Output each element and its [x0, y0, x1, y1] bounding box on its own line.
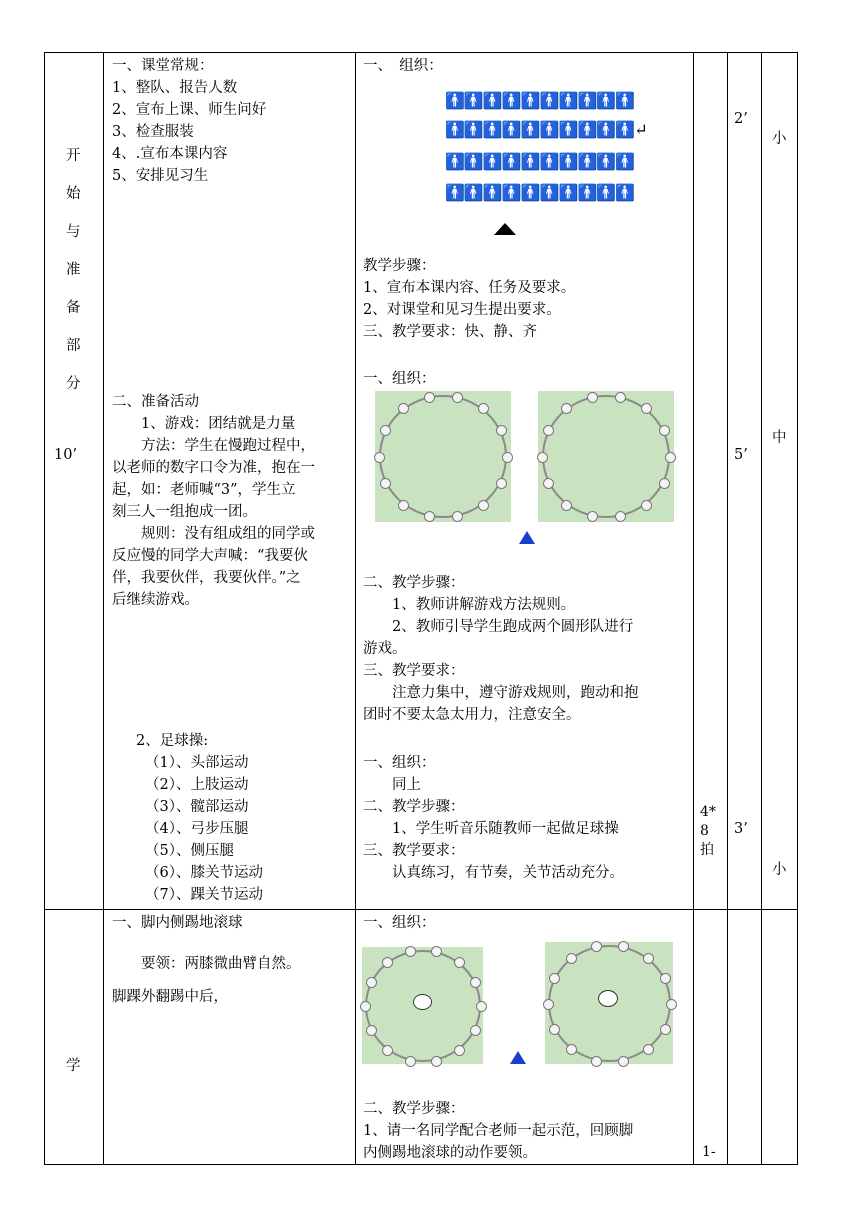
time-value: 2’ — [734, 111, 748, 127]
student-face-icon — [591, 941, 602, 952]
list-item: 后继续游戏。 — [112, 592, 199, 608]
student-face-icon — [543, 999, 554, 1010]
list-item: （2）、上肢运动 — [145, 777, 249, 793]
student-face-icon — [431, 946, 442, 957]
student-face-icon — [660, 973, 671, 984]
student-face-icon — [431, 1056, 442, 1067]
list-item: （5）、侧压腿 — [145, 843, 234, 859]
student-face-icon — [382, 957, 393, 968]
list-item: 1、学生听音乐随教师一起做足球操 — [363, 821, 619, 837]
student-row: 🚹🚹🚹🚹🚹🚹🚹🚹🚹🚹 — [445, 91, 635, 110]
list-item: 内侧踢地滚球的动作要领。 — [363, 1145, 537, 1161]
table-border-top — [44, 52, 798, 53]
student-face-icon — [659, 425, 670, 436]
student-face-icon — [454, 957, 465, 968]
teacher-marker-icon — [494, 223, 516, 235]
list-item: （1）、头部运动 — [145, 755, 249, 771]
student-face-icon — [478, 500, 489, 511]
football-drill-title: 2、足球操: — [136, 733, 209, 749]
teaching-steps-2 — [363, 572, 639, 726]
list-item: 二、教学步骤： — [363, 575, 465, 591]
student-face-icon — [587, 392, 598, 403]
teaching-steps-4 — [363, 1098, 633, 1164]
student-face-icon — [618, 941, 629, 952]
count-text: 8 — [700, 823, 709, 839]
label-char: 部 — [66, 338, 81, 354]
student-face-icon — [382, 1045, 393, 1056]
student-face-icon — [452, 511, 463, 522]
list-item: 2、宣布上课、师生问好 — [112, 102, 267, 118]
circle-formation-diagram — [375, 391, 511, 522]
list-item: 游戏。 — [363, 641, 407, 657]
label-char: 备 — [66, 300, 81, 316]
student-face-icon — [496, 478, 507, 489]
circle-formation-diagram — [538, 391, 674, 522]
student-face-icon — [537, 452, 548, 463]
student-face-icon — [643, 953, 654, 964]
student-face-icon — [566, 1044, 577, 1055]
row-divider — [44, 909, 798, 910]
intensity-value: 小 — [772, 862, 787, 878]
intensity-value: 中 — [772, 430, 787, 446]
list-item: 二、准备活动 — [112, 394, 199, 410]
student-face-icon — [543, 478, 554, 489]
student-face-icon — [424, 392, 435, 403]
student-face-icon — [502, 452, 513, 463]
student-face-icon — [543, 425, 554, 436]
list-item: 反应慢的同学大声喊：“我要伙 — [112, 548, 308, 564]
list-item: 方法：学生在慢跑过程中， — [112, 438, 315, 454]
student-face-icon — [424, 511, 435, 522]
skill-point: 脚踝外翻踢中后， — [112, 989, 228, 1005]
section2-label: 学 — [66, 1058, 81, 1074]
repetition-count: 1- — [702, 1144, 716, 1160]
list-item: 刻三人一组抱成一团。 — [112, 504, 257, 520]
list-item: 5、安排见习生 — [112, 168, 209, 184]
col-border — [355, 52, 356, 1165]
student-face-icon — [405, 1056, 416, 1067]
student-face-icon — [452, 392, 463, 403]
student-face-icon — [641, 403, 652, 414]
list-item: 三、教学要求： — [363, 663, 465, 679]
student-face-icon — [405, 946, 416, 957]
count-text: 拍 — [700, 842, 714, 858]
student-row: 🚹🚹🚹🚹🚹🚹🚹🚹🚹🚹 — [445, 152, 635, 171]
skill-point: 要领：两膝微曲臂自然。 — [112, 956, 301, 972]
student-face-icon — [366, 1025, 377, 1036]
list-item: 3、检查服装 — [112, 124, 194, 140]
student-face-icon — [618, 1056, 629, 1067]
repetition-count — [700, 803, 716, 860]
student-face-icon — [476, 1001, 487, 1012]
student-face-icon — [643, 1044, 654, 1055]
student-face-icon — [561, 500, 572, 511]
list-item: 注意力集中，遵守游戏规则，跑动和抱 — [363, 685, 639, 701]
student-face-icon — [470, 977, 481, 988]
student-face-icon — [478, 403, 489, 414]
count-text: 4* — [700, 804, 716, 820]
student-face-icon — [374, 452, 385, 463]
list-item: 以老师的数字口令为准，抱在一 — [112, 460, 315, 476]
org-title: 一、组织： — [363, 915, 436, 931]
student-face-icon — [615, 511, 626, 522]
list-item: 起，如：老师喊“3”，学生立 — [112, 482, 296, 498]
label-char: 准 — [66, 262, 81, 278]
student-face-icon — [549, 1024, 560, 1035]
football-drill-list — [145, 752, 263, 906]
list-item: 4、.宣布本课内容 — [112, 146, 228, 162]
table-border-bottom — [44, 1164, 798, 1165]
student-face-icon — [641, 500, 652, 511]
list-item: 三、教学要求： — [363, 843, 465, 859]
teaching-steps-3 — [363, 752, 624, 884]
list-item: （3）、髋部运动 — [145, 799, 249, 815]
list-item: 1、游戏：团结就是力量 — [112, 416, 296, 432]
student-face-icon — [398, 500, 409, 511]
col-border — [727, 52, 728, 1165]
student-face-icon — [665, 452, 676, 463]
org-title: 一、组织： — [363, 371, 436, 387]
time-value: 3’ — [734, 821, 748, 837]
list-item: 同上 — [363, 777, 421, 793]
student-face-icon — [666, 999, 677, 1010]
list-item: 伴，我要伙伴，我要伙伴。”之 — [112, 570, 301, 586]
col-border — [103, 52, 104, 1165]
col-border — [693, 52, 694, 1165]
student-face-icon — [587, 511, 598, 522]
list-item: 1、整队、报告人数 — [112, 80, 238, 96]
list-item: 2、对课堂和见习生提出要求。 — [363, 302, 561, 318]
circle-ball-diagram — [545, 942, 673, 1064]
circle-ball-diagram — [362, 947, 483, 1064]
teaching-steps-1 — [363, 255, 575, 343]
student-face-icon — [366, 977, 377, 988]
student-row: 🚹🚹🚹🚹🚹🚹🚹🚹🚹🚹↵ — [445, 120, 647, 139]
list-item: 一、组织： — [363, 755, 436, 771]
student-row: 🚹🚹🚹🚹🚹🚹🚹🚹🚹🚹 — [445, 183, 635, 202]
list-item: 团时不要太急太用力，注意安全。 — [363, 707, 581, 723]
list-item: 2、教师引导学生跑成两个圆形队进行 — [363, 619, 634, 635]
student-face-icon — [496, 425, 507, 436]
list-item: 三、教学要求：快、静、齐 — [363, 324, 537, 340]
list-item: （6）、膝关节运动 — [145, 865, 263, 881]
list-item: （4）、弓步压腿 — [145, 821, 249, 837]
list-item: 一、课堂常规： — [112, 58, 214, 74]
list-item: 二、教学步骤： — [363, 1101, 465, 1117]
col-border — [761, 52, 762, 1165]
warmup-game-text — [112, 391, 315, 611]
list-item: 规则：没有组成组的同学或 — [112, 526, 315, 542]
org-title: 一、 组织： — [363, 58, 443, 74]
teacher-marker-icon — [519, 531, 535, 544]
student-face-icon — [360, 1001, 371, 1012]
label-char: 开 — [66, 148, 81, 164]
time-value: 5’ — [734, 447, 748, 463]
list-item: （7）、踝关节运动 — [145, 887, 263, 903]
skill-title: 一、脚内侧踢地滚球 — [112, 915, 243, 931]
list-item: 认真练习，有节奏，关节活动充分。 — [363, 865, 624, 881]
student-face-icon — [615, 392, 626, 403]
col-border — [44, 52, 45, 1165]
student-face-icon — [380, 425, 391, 436]
student-face-icon — [659, 478, 670, 489]
student-face-icon — [470, 1025, 481, 1036]
label-char: 始 — [66, 186, 81, 202]
teacher-marker-icon — [510, 1051, 526, 1064]
student-face-icon — [566, 953, 577, 964]
student-face-icon — [561, 403, 572, 414]
list-item: 1、教师讲解游戏方法规则。 — [363, 597, 576, 613]
student-face-icon — [398, 403, 409, 414]
routine-list — [112, 55, 266, 187]
label-char: 分 — [66, 376, 81, 392]
list-item: 1、请一名同学配合老师一起示范，回顾脚 — [363, 1123, 634, 1139]
list-item: 二、教学步骤： — [363, 799, 465, 815]
section-duration: 10’ — [54, 447, 78, 463]
col-border — [797, 52, 798, 1165]
student-face-icon — [660, 1024, 671, 1035]
student-face-icon — [591, 1056, 602, 1067]
intensity-value: 小 — [772, 131, 787, 147]
list-item: 1、宣布本课内容、任务及要求。 — [363, 280, 576, 296]
student-face-icon — [454, 1045, 465, 1056]
student-face-icon — [549, 973, 560, 984]
label-char: 与 — [66, 224, 81, 240]
list-item: 教学步骤： — [363, 258, 436, 274]
student-face-icon — [380, 478, 391, 489]
